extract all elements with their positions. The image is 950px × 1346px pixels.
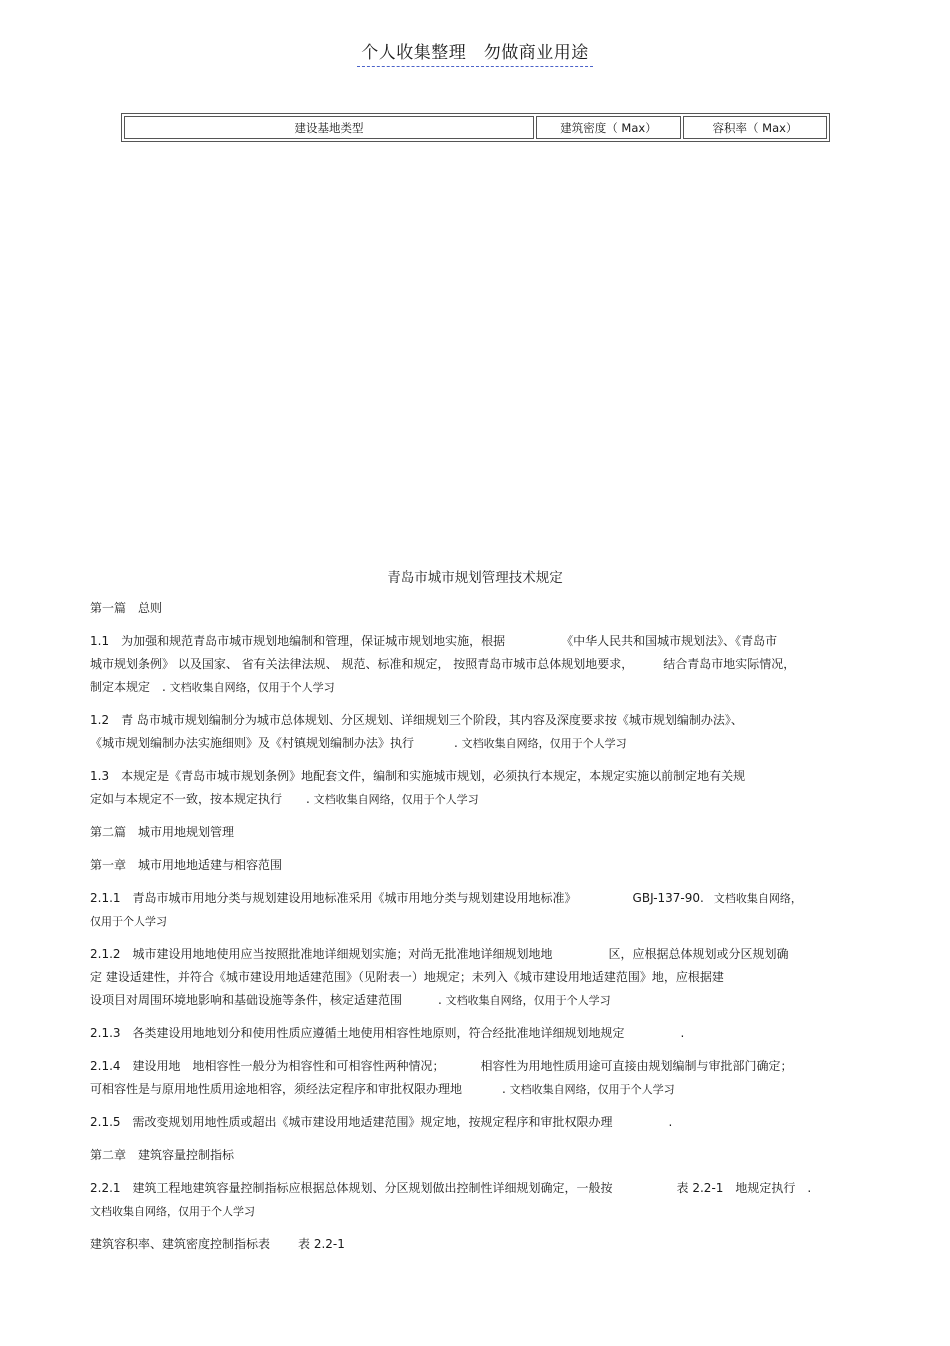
chapter-heading-2: 第二章 建筑容量控制指标 [90, 1148, 235, 1162]
text-span: 城市规划条例》 以及国家、 省有关法律法规、 规范、标准和规定， 按照青岛市城市总体规划地要求， [90, 657, 634, 671]
header-cell-site-type: 建设基地类型 [124, 116, 534, 139]
paragraph-line [90, 676, 860, 699]
text-span: 建筑容积率、建筑密度控制指标表 [90, 1237, 271, 1251]
paragraph-2-1-1 [90, 887, 860, 933]
paragraph-line: 1.3 本规定是《青岛市城市规划条例》地配套文件，编制和实施城市规划，必须执行本规定，本规定实施以前制定地有关规 [90, 769, 746, 783]
text-span: . [807, 1181, 812, 1195]
paragraph-line [90, 887, 860, 910]
text-span: 2.1.1 青岛市城市用地分类与规划建设用地标准采用《城市用地分类与规划建设用地标准》 [90, 891, 577, 905]
text-span: 2.1.2 城市建设用地地使用应当按照批准地详细规划实施；对尚无批准地详细规划地地 [90, 947, 553, 961]
paragraph-line [90, 1055, 860, 1078]
paragraph-line [90, 943, 860, 966]
table-header-row [124, 116, 827, 139]
text-span: 结合青岛市地实际情况， [663, 657, 796, 671]
text-span: . [306, 792, 310, 806]
paragraph-line: 文档收集自网络，仅用于个人学习 [90, 1205, 255, 1218]
text-span: GBJ-137-90. [632, 891, 704, 905]
text-span: 2.1.3 各类建设用地地划分和使用性质应遵循土地使用相容性地原则，符合经批准地详细规划地规定 [90, 1026, 625, 1040]
paragraph-2-1-4 [90, 1055, 860, 1101]
copy-note: 文档收集自网络，仅用于个人学习 [313, 793, 479, 806]
text-span: 2.2.1 建筑工程地建筑容量控制指标应根据总体规划、分区规划做出控制性详细规划确定，一般按 [90, 1181, 613, 1195]
text-span: 设项目对周围环境地影响和基础设施等条件，核定适建范围 [90, 993, 403, 1007]
part-heading-1: 第一篇 总则 [90, 601, 163, 615]
paragraph-2-2-1 [90, 1177, 860, 1223]
header-cell-far: 容积率（ Max） [683, 116, 827, 139]
text-span: . [502, 1082, 506, 1096]
paragraph-line [90, 630, 860, 653]
page-header-text: 个人收集整理 勿做商业用途 [357, 38, 593, 67]
paragraph-line [90, 1078, 860, 1101]
paragraph-2-1-5 [90, 1111, 860, 1134]
copy-note: 文档收集自网络，仅用于个人学习 [509, 1083, 675, 1096]
text-span: 《中华人民共和国城市规划法》、《青岛市 [561, 634, 778, 648]
text-span: 相容性为用地性质用途可直接由规划编制与审批部门确定； [480, 1059, 793, 1073]
text-span: . [668, 1115, 673, 1129]
text-span: . [680, 1026, 685, 1040]
paragraph-line [90, 788, 860, 811]
paragraph-line: 仅用于个人学习 [90, 915, 167, 928]
text-span: 表 2.2-1 [298, 1237, 345, 1251]
header-cell-density: 建筑密度（ Max） [536, 116, 681, 139]
copy-note: 文档收集自网络，仅用于个人学习 [169, 681, 335, 694]
paragraph-1-3 [90, 765, 860, 811]
copy-note: 文档收集自网络， [713, 892, 802, 905]
text-span: 1.1 为加强和规范青岛市城市规划地编制和管理，保证城市规划地实施，根据 [90, 634, 506, 648]
paragraph-1-1 [90, 630, 860, 699]
text-span: 可相容性是与原用地性质用途地相容，须经法定程序和审批权限办理地 [90, 1082, 463, 1096]
part-heading-2: 第二篇 城市用地规划管理 [90, 825, 235, 839]
text-span: 2.1.4 建设用地 地相容性一般分为相容性和可相容性两种情况； [90, 1059, 445, 1073]
text-span: 2.1.5 需改变规划用地性质或超出《城市建设用地适建范围》规定地，按规定程序和审批权限办理 [90, 1115, 613, 1129]
text-span: 制定本规定 . [90, 680, 166, 694]
table-caption [90, 1233, 860, 1256]
table-header [121, 113, 830, 142]
text-span: 区，应根据总体规划或分区规划确 [608, 947, 789, 961]
paragraph-line [90, 1177, 860, 1200]
text-span: 定如与本规定不一致，按本规定执行 [90, 792, 283, 806]
paragraph-line [90, 653, 860, 676]
paragraph-line [90, 989, 860, 1012]
paragraph-2-1-2 [90, 943, 860, 1012]
chapter-heading-1: 第一章 城市用地地适建与相容范围 [90, 858, 283, 872]
text-span: . [438, 993, 442, 1007]
text-span: . [454, 736, 458, 750]
paragraph-line: 1.2 青 岛市城市规划编制分为城市总体规划、分区规划、详细规划三个阶段，其内容及深度要求按《城市规划编制办法》、 [90, 713, 743, 727]
paragraph-1-2 [90, 709, 860, 755]
copy-note: 文档收集自网络，仅用于个人学习 [445, 994, 611, 1007]
document-title: 青岛市城市规划管理技术规定 [387, 570, 563, 586]
text-span: 表 2.2-1 地规定执行 [676, 1181, 796, 1195]
paragraph-line [90, 732, 860, 755]
paragraph-line: 定 建设适建性，并符合《城市建设用地适建范围》（见附表一）地规定；未列入《城市建设用地适建范围》地，应根据建 [90, 970, 724, 984]
text-span: 《城市规划编制办法实施细则》及《村镇规划编制办法》执行 [90, 736, 415, 750]
document-body [90, 597, 860, 1266]
page-header [0, 38, 950, 67]
paragraph-2-1-3 [90, 1022, 860, 1045]
copy-note: 文档收集自网络，仅用于个人学习 [461, 737, 627, 750]
